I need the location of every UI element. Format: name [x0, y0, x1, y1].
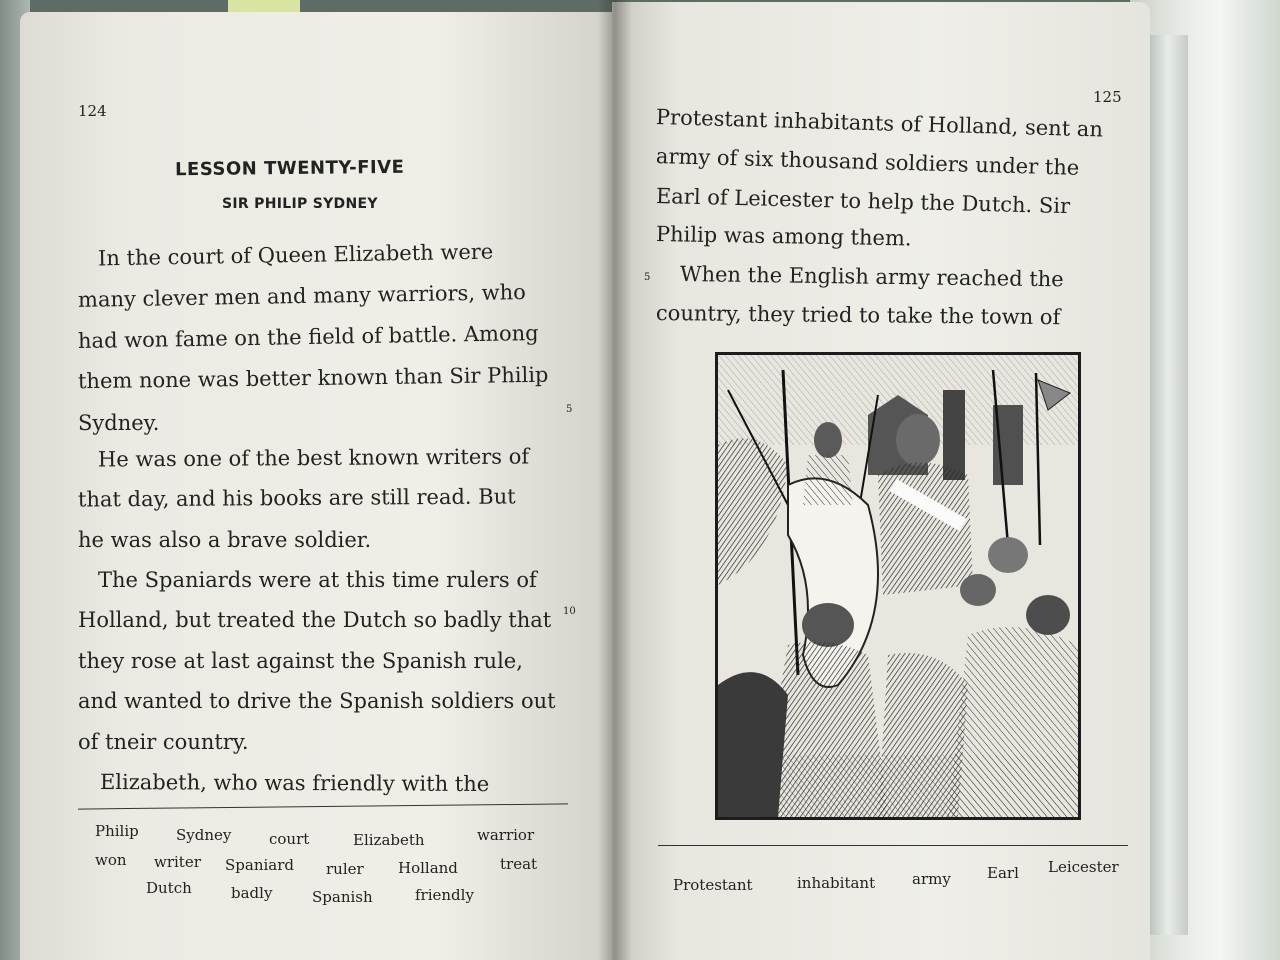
- vocab-word: writer: [154, 853, 201, 871]
- vocab-word: won: [95, 851, 127, 869]
- left-line-4: them none was better known than Sir Philip: [77, 362, 549, 394]
- vocab-word: Sydney: [176, 826, 232, 844]
- vocab-word: Spanish: [312, 888, 373, 906]
- left-page-number: 124: [78, 102, 107, 120]
- right-line-4: Philip was among them.: [655, 222, 912, 251]
- vocab-word: warrior: [477, 826, 535, 844]
- left-line-14: Elizabeth, who was friendly with the: [99, 769, 490, 797]
- left-line-7: that day, and his books are still read. But: [77, 484, 516, 512]
- vocab-word: Philip: [95, 822, 139, 840]
- right-vocab-divider: [658, 845, 1128, 846]
- left-line-marker-10: 10: [563, 606, 576, 617]
- vocab-word: inhabitant: [797, 874, 876, 892]
- left-line-2: many clever men and many warriors, who: [77, 280, 527, 312]
- engraving-soldiers-on-horseback-icon: [715, 352, 1081, 820]
- left-line-10: Holland, but treated the Dutch so badly that: [78, 608, 552, 632]
- vocab-word: court: [269, 830, 310, 848]
- vocab-word: Earl: [987, 864, 1019, 882]
- book-cover-right: [1130, 0, 1280, 960]
- right-page-number: 125: [1093, 88, 1122, 106]
- cover-edge: [1148, 35, 1188, 935]
- left-line-12: and wanted to drive the Spanish soldiers out: [78, 689, 556, 713]
- vocab-word: Leicester: [1048, 858, 1119, 876]
- right-line-3: Earl of Leicester to help the Dutch. Sir: [655, 184, 1071, 219]
- left-line-9: The Spaniards were at this time rulers of: [98, 568, 537, 592]
- left-line-11: they rose at last against the Spanish rule,: [78, 649, 523, 673]
- lesson-subtitle: SIR PHILIP SYDNEY: [222, 196, 378, 212]
- right-line-5: When the English army reached the: [679, 262, 1064, 292]
- book-gutter: [598, 0, 632, 960]
- left-line-5: Sydney.: [78, 411, 160, 435]
- vocab-word: treat: [500, 855, 538, 873]
- right-line-1: Protestant inhabitants of Holland, sent an: [655, 105, 1104, 142]
- vocab-word: badly: [231, 884, 273, 902]
- right-line-6: country, they tried to take the town of: [655, 301, 1061, 330]
- vocab-word: ruler: [326, 860, 364, 878]
- vocab-word: Holland: [398, 859, 458, 877]
- left-line-6: He was one of the best known writers of: [97, 444, 530, 472]
- left-line-13: of tneir country.: [78, 730, 249, 754]
- left-line-8: he was also a brave soldier.: [78, 528, 372, 552]
- vocab-word: Protestant: [673, 876, 753, 894]
- vocab-word: Spaniard: [225, 856, 294, 874]
- right-line-marker-5: 5: [644, 272, 651, 283]
- lesson-title: LESSON TWENTY-FIVE: [174, 156, 405, 181]
- vocab-word: army: [912, 870, 951, 888]
- left-line-marker-5: 5: [566, 404, 573, 415]
- vocab-word: friendly: [415, 886, 474, 904]
- vocab-word: Elizabeth: [353, 831, 425, 849]
- left-line-3: had won fame on the field of battle. Among: [77, 320, 539, 354]
- left-line-1: In the court of Queen Elizabeth were: [97, 239, 494, 271]
- vocab-word: Dutch: [146, 879, 192, 897]
- right-line-2: army of six thousand soldiers under the: [655, 144, 1080, 180]
